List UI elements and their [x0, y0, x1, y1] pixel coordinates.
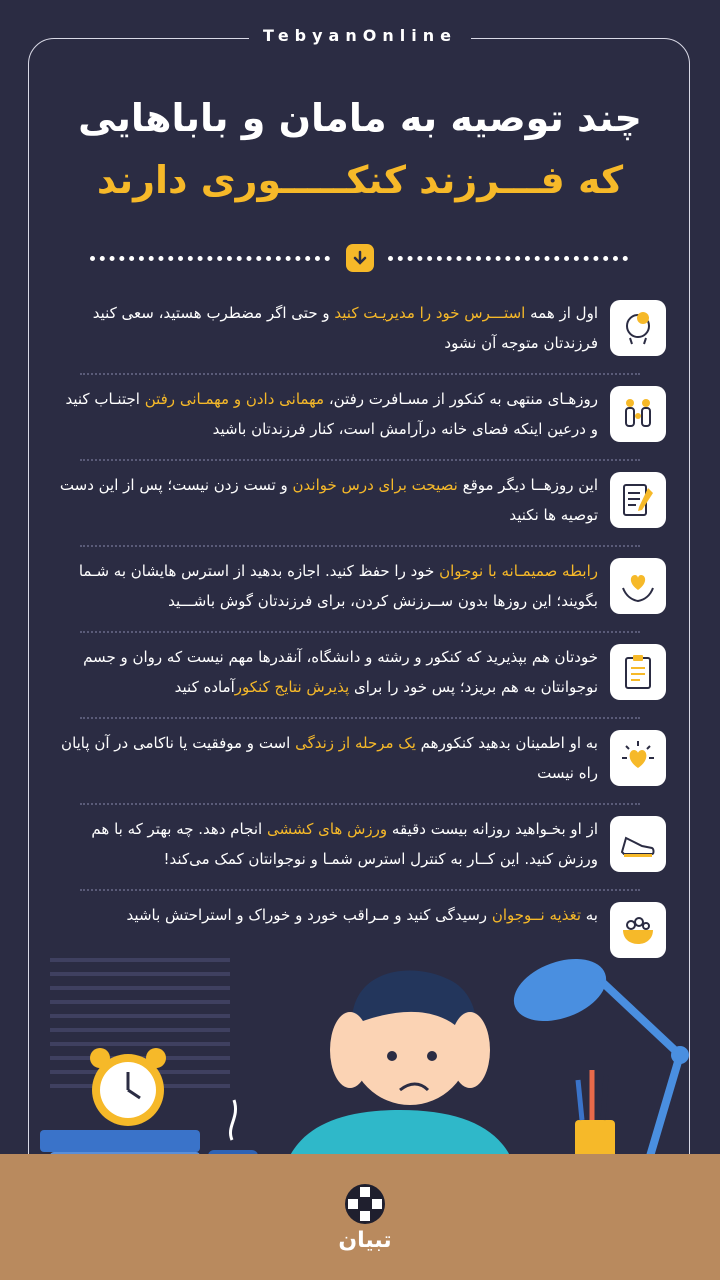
separator [80, 803, 640, 805]
tebyan-logo [341, 1180, 389, 1228]
tip-item-4 [56, 548, 666, 630]
separator [80, 459, 640, 461]
separator [80, 889, 640, 891]
brand-header [0, 26, 720, 45]
tip-text-4: رابطه صمیمـانه با نوجوان خود را حفظ کنید. اجازه بدهید از استرس هایشان به شـما بگویند؛ این روزها بدون ســرزنش کردن، برای فرزندتان گوش باشـــید [78, 562, 598, 610]
family-icon [610, 386, 666, 442]
tip-item-2 [56, 376, 666, 458]
heart-hands-icon [610, 558, 666, 614]
tip-text-8: به تغذیه نــوجوان رسیدگی کنید و مـراقب خورد و خوراک و استراحتش باشید [126, 906, 598, 924]
worried-head-icon [610, 300, 666, 356]
separator [80, 373, 640, 375]
heart-sun-icon [610, 730, 666, 786]
title-line-2: که فـــرزند کنکـــــوری دارند [96, 158, 624, 202]
tip-item-1 [56, 290, 666, 372]
tip-text-3: این روزهــا دیگر موقع نصیحت برای درس خواندن و تست زدن نیست؛ پس از این دست توصیه ها نکنید [59, 476, 598, 524]
tip-item-3 [56, 462, 666, 544]
logo-wordmark: تبیان [338, 1228, 392, 1253]
tip-text-6: به او اطمینان بدهید کنکورهم یک مرحله از زندگی است و موفقیت یا ناکامی در آن پایان راه نیست [61, 734, 598, 782]
tip-item-6 [56, 720, 666, 802]
tip-text-1: اول از همه استـــرس خود را مدیریـت کنید و حتی اگر مضطرب هستید، سعی کنید فرزندتان متوجه آن نشود [92, 304, 598, 352]
title-line-1: چند توصیه به مامان و باباهایی [78, 96, 642, 140]
divider-dots-left [90, 256, 330, 265]
separator [80, 545, 640, 547]
tip-text-2: روزهـای منتهی به کنکور از مسـافرت رفتن، مهمانی دادن و مهمـانی رفتن اجتنـاب کنید و درعین اینکه فضای خانه درآرامش است، کنار فرزندتان باشید [65, 390, 598, 438]
arrow-down-icon [346, 244, 374, 272]
tip-text-5: خودتان هم بپذیرید که کنکور و رشته و دانشگاه، آنقدرها مهم نیست که روان و جسم نوجوانتان به هم بریزد؛ پس خود را برای پذیرش نتایج کنکورآماده کنید [83, 648, 598, 696]
tip-text-7: از او بخـواهید روزانه بیست دقیقه ورزش های کششی انجام دهد. چه بهتر که با هم ورزش کنید. این کــار به کنترل استرس شمـا و نوجوانتان کمک می‌کند! [91, 820, 598, 868]
tip-item-7 [56, 806, 666, 888]
checklist-pen-icon [610, 472, 666, 528]
separator [80, 631, 640, 633]
clipboard-icon [610, 644, 666, 700]
brand-name: TebyanOnline [249, 26, 471, 45]
separator [80, 717, 640, 719]
tip-item-5 [56, 634, 666, 716]
sneaker-icon [610, 816, 666, 872]
divider-dots-right [388, 256, 628, 265]
